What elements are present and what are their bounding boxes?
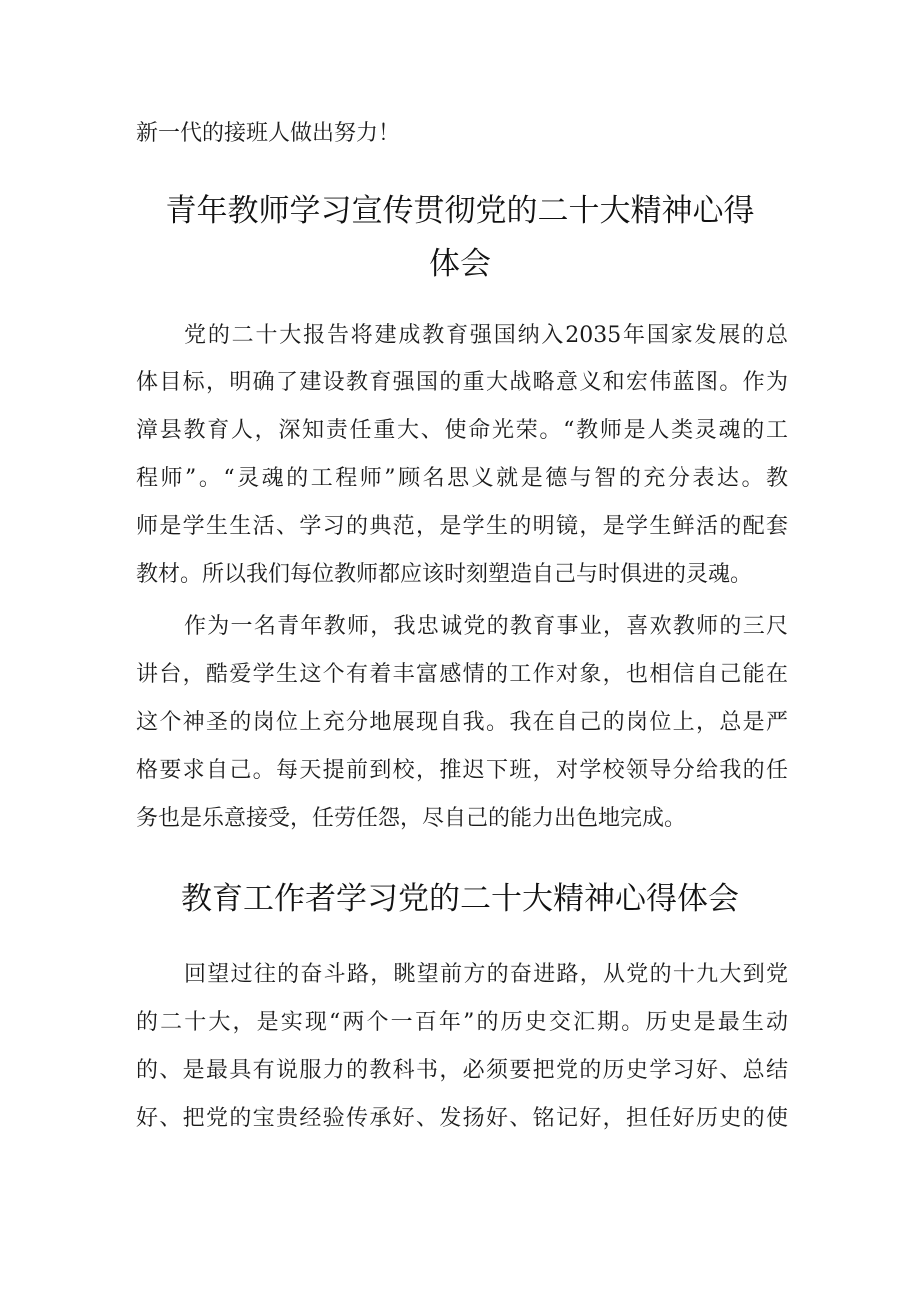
section1-title-line1: 青年教师学习宣传贯彻党的二十大精神心得	[165, 193, 755, 229]
s1-p1-line-0: 党的二十大报告将建成教育强国纳入2035年国家发展的总	[184, 323, 788, 348]
s2-p1-line-1: 的二十大，是实现“两个一百年”的历史交汇期。历史是最生动	[136, 1010, 788, 1035]
section2-title: 教育工作者学习党的二十大精神心得体会	[181, 881, 739, 917]
s2-p1-line-3: 好、把党的宝贵经验传承好、发扬好、铭记好，担任好历史的使	[136, 1106, 788, 1131]
s1-p1-line-1: 体目标，明确了建设教育强国的重大战略意义和宏伟蓝图。作为	[136, 370, 788, 395]
s1-p2-line-1: 讲台，酷爱学生这个有着丰富感情的工作对象，也相信自己能在	[136, 662, 788, 687]
s1-p2-line-3: 格要求自己。每天提前到校，推迟下班，对学校领导分给我的任	[136, 758, 788, 783]
section1-title-line2: 体会	[429, 246, 491, 282]
s1-p2-line-4: 务也是乐意接受，任劳任怨，尽自己的能力出色地完成。	[136, 806, 687, 831]
s1-p2-line-0: 作为一名青年教师，我忠诚党的教育事业，喜欢教师的三尺	[184, 614, 788, 639]
s1-p1-line-5: 教材。所以我们每位教师都应该时刻塑造自己与时俱进的灵魂。	[136, 562, 753, 587]
intro-line: 新一代的接班人做出努力！	[136, 121, 401, 146]
s1-p1-line-3: 程师”。“灵魂的工程师”顾名思义就是德与智的充分表达。教	[136, 466, 788, 491]
s1-p1-line-4: 师是学生生活、学习的典范，是学生的明镜，是学生鲜活的配套	[136, 514, 788, 539]
s1-p2-line-2: 这个神圣的岗位上充分地展现自我。我在自己的岗位上，总是严	[136, 710, 788, 735]
s2-p1-line-0: 回望过往的奋斗路，眺望前方的奋进路，从党的十九大到党	[184, 962, 788, 987]
s1-p1-line-2: 漳县教育人，深知责任重大、使命光荣。“教师是人类灵魂的工	[136, 418, 788, 443]
s2-p1-line-2: 的、是最具有说服力的教科书，必须要把党的历史学习好、总结	[136, 1058, 788, 1083]
